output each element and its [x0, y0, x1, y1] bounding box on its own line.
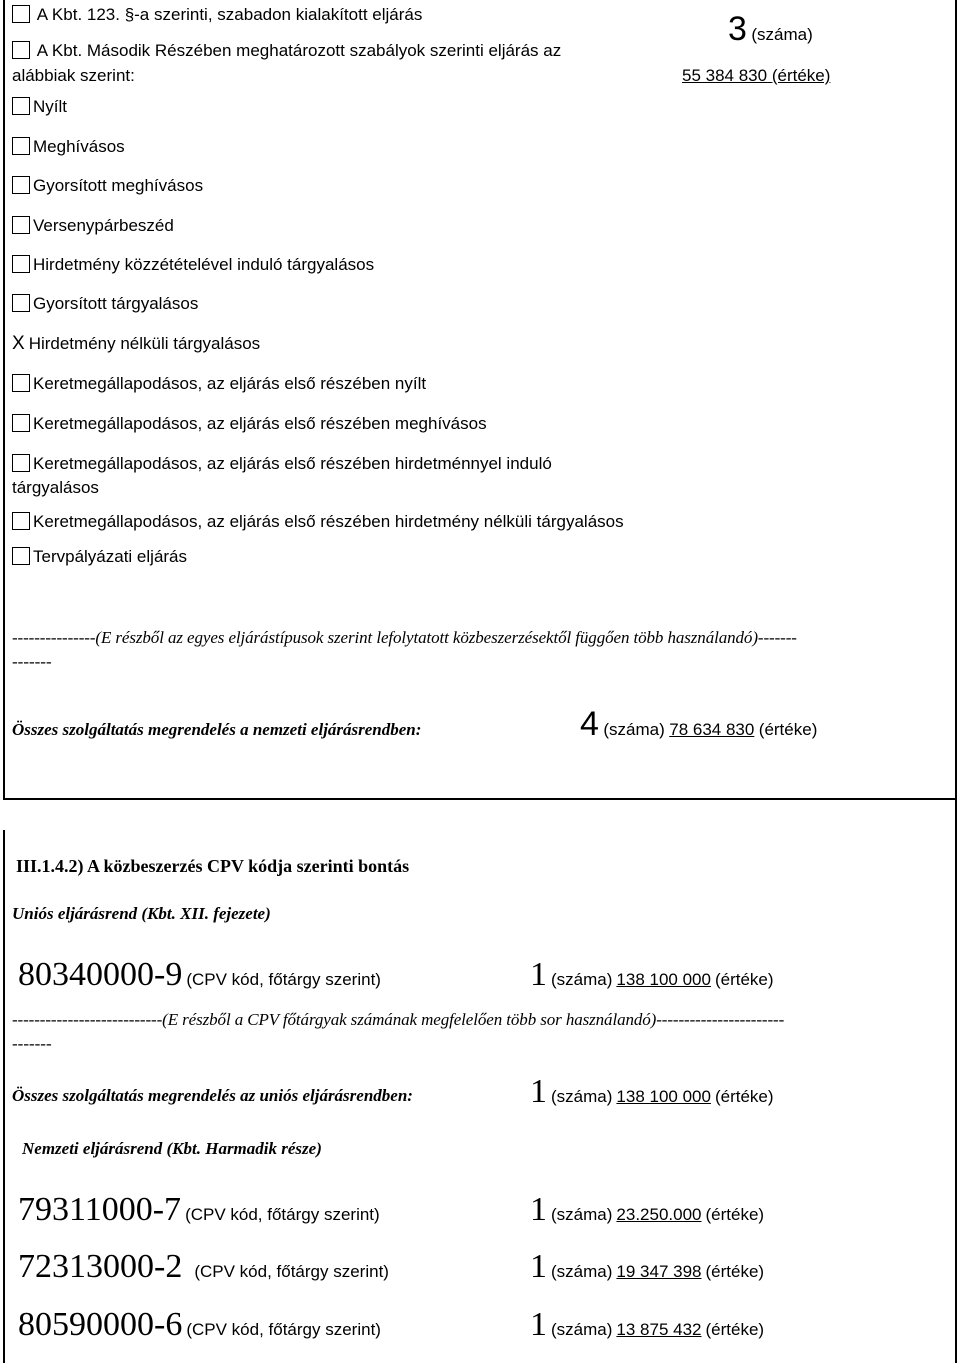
eu-heading: Uniós eljárásrend (Kbt. XII. fejezete) [12, 904, 271, 923]
national-cpv-row: 79311000-7 (CPV kód, főtárgy szerint) [18, 1191, 380, 1228]
eu-cpv-row: 80340000-9 (CPV kód, főtárgy szerint) [18, 956, 381, 993]
top-count: 3 (száma) [728, 10, 813, 48]
procedure-framework-negotiated-with-notice-cont: tárgyalásos [12, 478, 99, 497]
checkbox-icon[interactable] [12, 294, 30, 312]
national-total-values: 4 (száma) 78 634 830 (értéke) [580, 705, 818, 743]
note-cpv-multiple: ---------------------------(E részből a CPV főtárgyak számának megfelelően több sor használandó)----------------------- [12, 1010, 785, 1029]
top-value: 55 384 830 (értéke) [682, 66, 831, 85]
eu-cpv-row-values: 1 (száma) 138 100 000 (értéke) [530, 956, 774, 993]
checkbox-icon[interactable] [12, 255, 30, 273]
procedure-framework-negotiated-without-notice[interactable]: Keretmegállapodásos, az eljárás első részében hirdetmény nélküli tárgyalásos [12, 512, 624, 532]
eu-total-values: 1 (száma) 138 100 000 (értéke) [530, 1073, 774, 1110]
frame-divider-line [3, 798, 956, 800]
procedure-framework-restricted[interactable]: Keretmegállapodásos, az eljárás első részében meghívásos [12, 414, 487, 434]
checkbox-icon[interactable] [12, 5, 30, 23]
option-second-part-cont: alábbiak szerint: [12, 66, 135, 85]
page-title: III.1.4.2) A közbeszerzés CPV kódja szerinti bontás [16, 856, 410, 876]
procedure-negotiated-with-notice[interactable]: Hirdetmény közzétételével induló tárgyalásos [12, 255, 374, 275]
procedure-open[interactable]: Nyílt [12, 97, 67, 117]
procedure-competitive-dialogue[interactable]: Versenypárbeszéd [12, 216, 174, 236]
eu-total-label: Összes szolgáltatás megrendelés az uniós eljárásrendben: [12, 1086, 413, 1105]
note-national-multiple-cont: ------- [12, 652, 52, 671]
procedure-restricted[interactable]: Meghívásos [12, 137, 125, 157]
frame-left-line-lower [3, 830, 5, 1363]
checkbox-icon[interactable] [12, 97, 30, 115]
national-cpv-row: 80590000-6 (CPV kód, főtárgy szerint) [18, 1306, 381, 1343]
national-cpv-row: 72313000-2 (CPV kód, főtárgy szerint) [18, 1248, 389, 1285]
national-heading: Nemzeti eljárásrend (Kbt. Harmadik része) [22, 1139, 322, 1158]
note-cpv-multiple-cont: ------- [12, 1034, 52, 1053]
procedure-accelerated-restricted[interactable]: Gyorsított meghívásos [12, 176, 203, 196]
checkbox-icon[interactable] [12, 374, 30, 392]
national-total-label: Összes szolgáltatás megrendelés a nemzeti eljárásrendben: [12, 720, 422, 739]
option-second-part[interactable]: A Kbt. Második Részében meghatározott szabályok szerinti eljárás az [12, 41, 561, 61]
frame-right-line [955, 0, 957, 1363]
national-cpv-row-values: 1 (száma) 13 875 432 (értéke) [530, 1306, 765, 1343]
procedure-negotiated-without-notice[interactable]: X Hirdetmény nélküli tárgyalásos [12, 333, 261, 354]
checkbox-icon[interactable] [12, 512, 30, 530]
checkbox-icon[interactable] [12, 454, 30, 472]
checkbox-icon[interactable] [12, 137, 30, 155]
note-national-multiple: ---------------(E részből az egyes eljárástípusok szerint lefolytatott közbeszerzésektől függően több használandó)------- [12, 628, 797, 647]
checkbox-icon[interactable] [12, 41, 30, 59]
procedure-design-contest[interactable]: Tervpályázati eljárás [12, 547, 187, 567]
procedure-framework-open[interactable]: Keretmegállapodásos, az eljárás első részében nyílt [12, 374, 426, 394]
frame-left-line [3, 0, 5, 800]
procedure-accelerated-negotiated[interactable]: Gyorsított tárgyalásos [12, 294, 198, 314]
checkbox-icon[interactable] [12, 176, 30, 194]
checkbox-icon[interactable] [12, 414, 30, 432]
checkbox-icon[interactable] [12, 547, 30, 565]
checked-mark-icon[interactable]: X [12, 333, 25, 354]
national-cpv-row-values: 1 (száma) 19 347 398 (értéke) [530, 1248, 765, 1285]
national-cpv-row-values: 1 (száma) 23.250.000 (értéke) [530, 1191, 765, 1228]
procedure-framework-negotiated-with-notice[interactable]: Keretmegállapodásos, az eljárás első részében hirdetménnyel induló [12, 454, 552, 474]
checkbox-icon[interactable] [12, 216, 30, 234]
option-kbt-123[interactable]: A Kbt. 123. §-a szerinti, szabadon kialakított eljárás [12, 5, 422, 25]
